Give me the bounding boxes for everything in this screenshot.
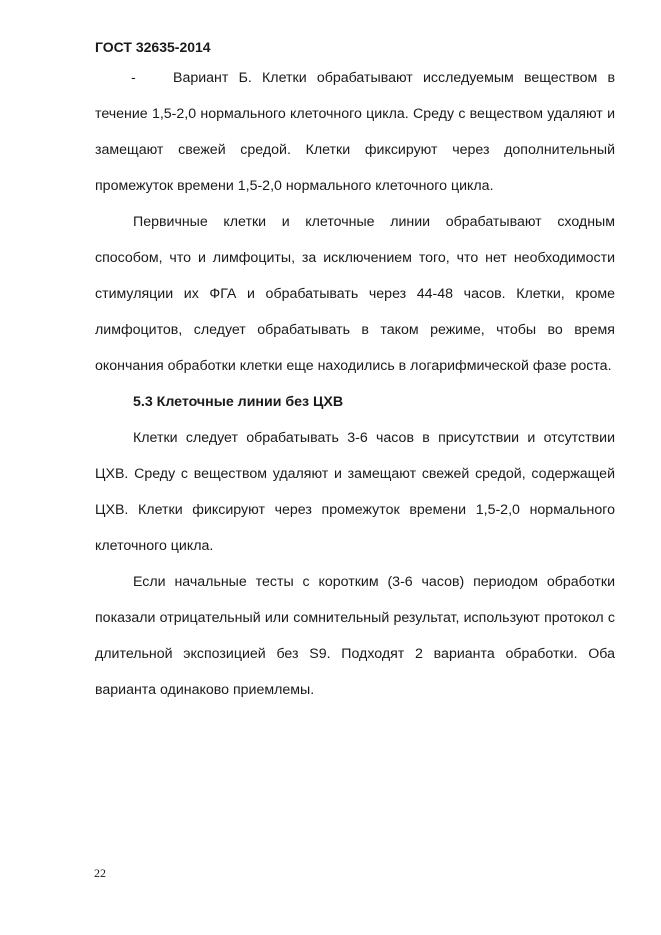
paragraph-variant-b-text: Вариант Б. Клетки обрабатывают исследуемым веществом в течение 1,5-2,0 нормального клеточного цикла. Среду с веществом удаляют и замещают свежей средой. Клетки фиксируют через дополнительный промежуток времени 1,5-2,0 нормального клеточного цикла. xyxy=(95,70,615,194)
document-body xyxy=(95,60,615,708)
paragraph-variant-b xyxy=(95,60,615,204)
paragraph-section-2: Если начальные тесты с коротким (3-6 часов) периодом обработки показали отрицательный или сомнительный результат, используют протокол с длительной экспозицией без S9. Подходят 2 варианта обработки. Оба варианта одинаково приемлемы. xyxy=(95,574,615,698)
paragraph-primary-cells: Первичные клетки и клеточные линии обрабатывают сходным способом, что и лимфоциты, за исключением того, что нет необходимости стимуляции их ФГА и обрабатывать через 44-48 часов. Клетки, кроме лимфоцитов, следует обрабатывать в таком режиме, чтобы во время окончания обработки клетки еще находились в логарифмической фазе роста. xyxy=(95,214,615,374)
page-number: 22 xyxy=(94,866,106,880)
section-heading: 5.3 Клеточные линии без ЦХВ xyxy=(133,394,344,410)
list-dash: - xyxy=(131,70,136,86)
document-header: ГОСТ 32635-2014 xyxy=(95,39,211,55)
paragraph-section-1: Клетки следует обрабатывать 3-6 часов в присутствии и отсутствии ЦХВ. Среду с веществом удаляют и замещают свежей средой, содержащей ЦХВ. Клетки фиксируют через промежуток времени 1,5-2,0 нормального клеточного цикла. xyxy=(95,430,615,554)
